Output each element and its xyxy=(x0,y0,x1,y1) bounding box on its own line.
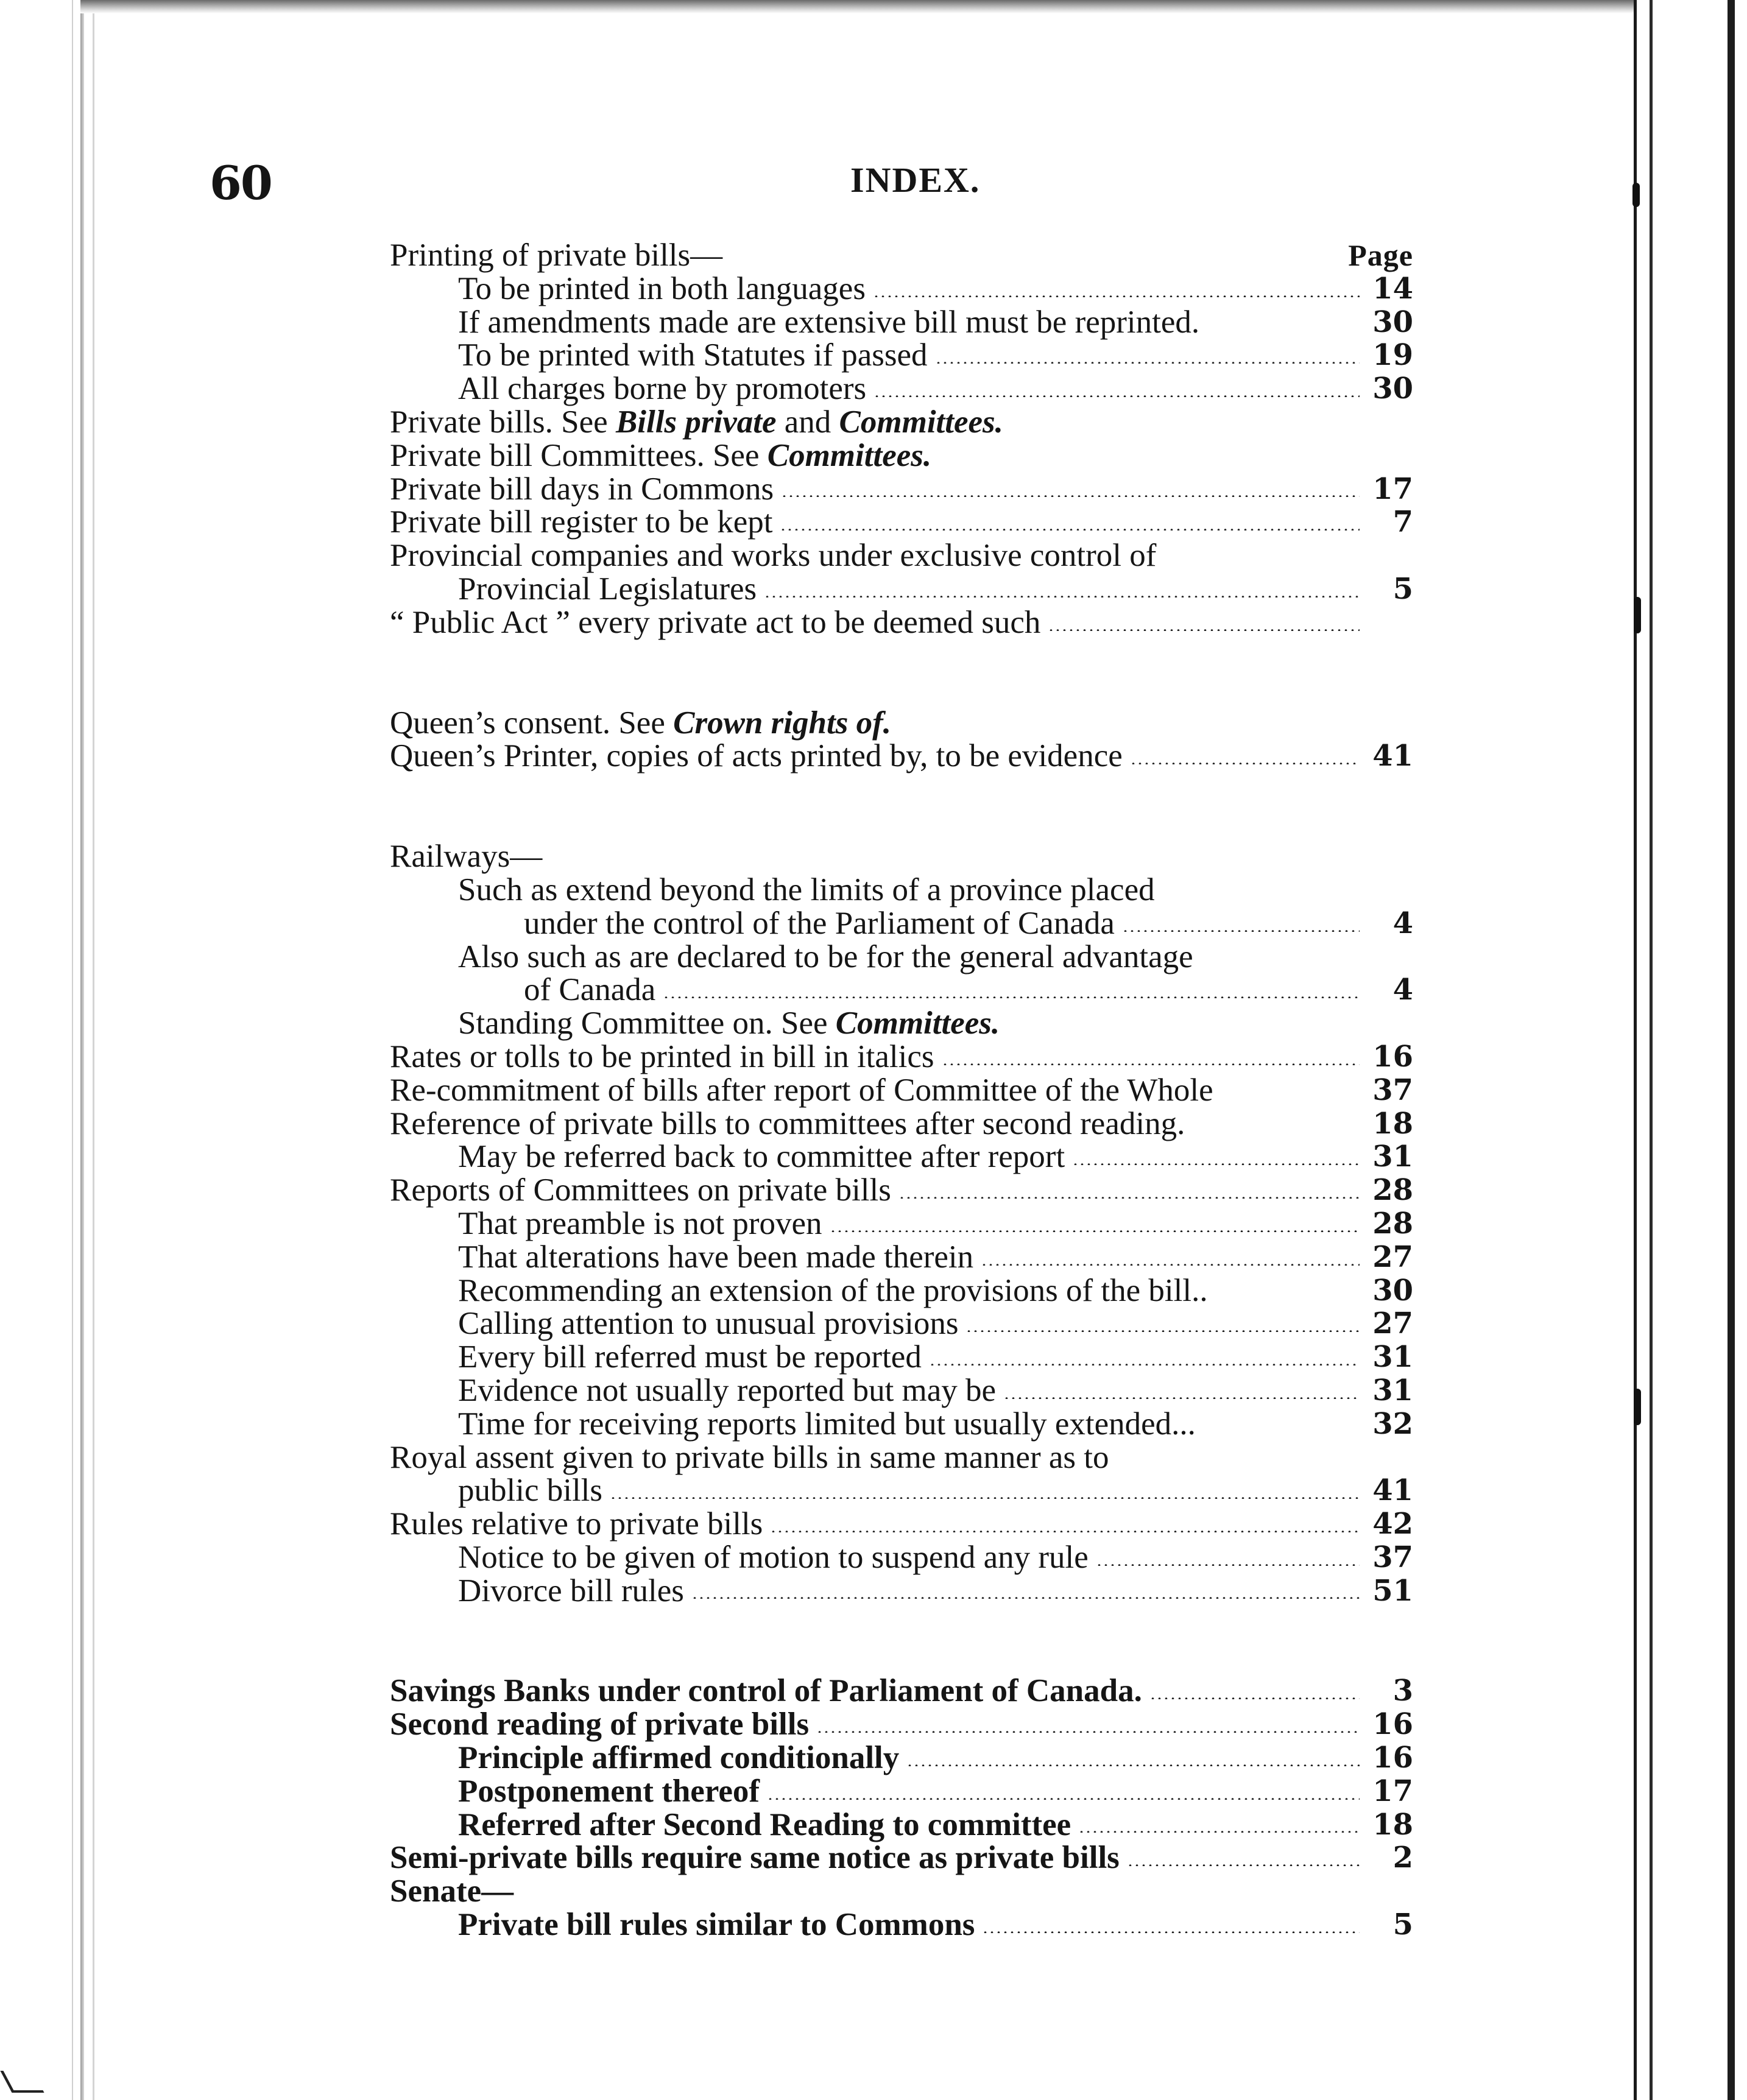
index-entry-text: Reference of private bills to committees after second reading. xyxy=(390,1105,1185,1141)
index-entry-text: Reports of Committees on private bills xyxy=(390,1172,891,1208)
index-entry xyxy=(390,272,1413,306)
index-entry xyxy=(390,940,1413,974)
page-reference: 42 xyxy=(1372,1507,1413,1542)
dot-leader xyxy=(1127,1864,1360,1866)
index-entry-text: Private bills. See Bills private and Committees. xyxy=(390,404,1003,440)
page-reference: 37 xyxy=(1372,1073,1413,1107)
page-reference: 18 xyxy=(1372,1106,1413,1141)
index-entry-text: That preamble is not proven xyxy=(458,1205,822,1241)
dot-leader xyxy=(816,1731,1360,1733)
index-entry xyxy=(390,1307,1413,1341)
page-reference: 5 xyxy=(1392,1908,1413,1942)
index-entry-text: Postponement thereof xyxy=(458,1773,760,1809)
page-reference: 4 xyxy=(1392,973,1413,1007)
index-entry xyxy=(390,406,1413,439)
page-reference: 17 xyxy=(1372,1774,1413,1808)
index-entry xyxy=(390,973,1413,1007)
index-entry xyxy=(390,1808,1413,1842)
index-entry xyxy=(390,840,1413,873)
index-entry xyxy=(390,239,1413,272)
index-entry-text: Semi-private bills require same notice as private bills xyxy=(390,1840,1120,1876)
index-entry xyxy=(390,1207,1413,1241)
index-entry xyxy=(390,539,1413,573)
dot-leader xyxy=(929,1364,1360,1365)
page-reference: 2 xyxy=(1392,1841,1413,1875)
page-reference: 27 xyxy=(1372,1239,1413,1274)
dot-leader xyxy=(1003,1397,1360,1399)
cross-reference: Crown rights of. xyxy=(673,705,891,741)
running-head: INDEX. xyxy=(850,160,981,200)
index-entry xyxy=(390,1140,1413,1174)
index-entry xyxy=(390,439,1413,473)
page-reference: 31 xyxy=(1372,1340,1413,1375)
cross-reference: Bills private xyxy=(615,404,777,440)
index-entry-text: Private bill rules similar to Commons xyxy=(458,1907,975,1943)
dot-leader xyxy=(770,1531,1360,1532)
index-entry-text: Second reading of private bills xyxy=(390,1707,810,1742)
dot-leader xyxy=(982,1931,1360,1933)
index-entry xyxy=(390,706,1413,740)
page-reference: 31 xyxy=(1372,1140,1413,1174)
scan-left-edge-line xyxy=(80,0,84,2100)
index-entry xyxy=(390,1074,1413,1107)
dot-leader xyxy=(1122,930,1360,932)
index-entry-text: Savings Banks under control of Parliament of Canada. xyxy=(390,1673,1142,1709)
page-reference: 19 xyxy=(1372,338,1413,373)
page-column-header: Page xyxy=(1348,238,1413,272)
index-entry-text: Standing Committee on. See Committees. xyxy=(458,1006,1000,1041)
index-entry-text: Provincial companies and works under exclusive control of xyxy=(390,538,1157,574)
index-entry xyxy=(390,1708,1413,1741)
dot-leader xyxy=(691,1597,1360,1599)
index-entry-text: Private bill Committees. See Committees. xyxy=(390,437,932,473)
index-entry xyxy=(390,1408,1413,1441)
index-entry-text: Rules relative to private bills xyxy=(390,1506,763,1542)
page-reference: 32 xyxy=(1372,1406,1413,1441)
index-entry xyxy=(390,1474,1413,1507)
dot-leader xyxy=(781,495,1360,497)
index-entry xyxy=(390,739,1413,773)
dot-leader xyxy=(942,1063,1360,1065)
index-entry xyxy=(390,372,1413,406)
index-entry-text: Such as extend beyond the limits of a province placed xyxy=(458,872,1155,907)
page-reference: 17 xyxy=(1372,471,1413,506)
page-reference: 30 xyxy=(1372,372,1413,406)
index-entry-text: Referred after Second Reading to committee xyxy=(458,1806,1071,1842)
scan-right-edge xyxy=(1634,0,1656,2100)
index-entry xyxy=(390,1441,1413,1475)
index-entry-text: Recommending an extension of the provisions of the bill.. xyxy=(458,1272,1208,1308)
index-entry-text: To be printed in both languages xyxy=(458,270,866,306)
index-entry xyxy=(390,339,1413,372)
page-reference: 51 xyxy=(1372,1573,1413,1608)
index-entry-text: Private bill days in Commons xyxy=(390,471,774,507)
page-reference: 3 xyxy=(1392,1674,1413,1708)
index-entry xyxy=(390,1341,1413,1374)
margin-mark xyxy=(1634,1389,1641,1425)
dot-leader xyxy=(898,1197,1360,1199)
index-entry-text: All charges borne by promoters xyxy=(458,371,867,407)
dot-leader xyxy=(874,395,1360,397)
page-reference: 7 xyxy=(1392,505,1413,540)
index-entry-text: May be referred back to committee after report xyxy=(458,1139,1065,1175)
index-entry xyxy=(390,1107,1413,1141)
index-entry xyxy=(390,1274,1413,1308)
index-entry xyxy=(390,1841,1413,1875)
index-entry-text: Railways— xyxy=(390,839,543,875)
index-entry xyxy=(390,1741,1413,1775)
index-entry-text: of Canada xyxy=(524,972,656,1008)
index-entry xyxy=(390,1875,1413,1908)
page-reference: 16 xyxy=(1372,1039,1413,1074)
page-reference: 5 xyxy=(1392,571,1413,606)
index-entry-text: Also such as are declared to be for the general advantage xyxy=(458,939,1193,974)
index-list xyxy=(390,239,1413,1942)
index-entry xyxy=(390,1174,1413,1207)
page-reference: 41 xyxy=(1372,739,1413,773)
index-entry xyxy=(390,1507,1413,1541)
page-number: 60 xyxy=(210,156,272,210)
page-reference: 16 xyxy=(1372,1741,1413,1775)
index-entry xyxy=(390,1007,1413,1040)
index-entry-text: Divorce bill rules xyxy=(458,1573,684,1608)
index-entry xyxy=(390,606,1413,640)
index-entry-text: Provincial Legislatures xyxy=(458,571,757,607)
dot-leader xyxy=(1130,763,1360,764)
page-reference: 14 xyxy=(1372,271,1413,306)
index-entry-text: Calling attention to unusual provisions xyxy=(458,1306,959,1342)
index-entry-text: Principle affirmed conditionally xyxy=(458,1740,900,1776)
page-reference: 41 xyxy=(1372,1473,1413,1508)
index-entry xyxy=(390,873,1413,907)
index-entry xyxy=(390,473,1413,506)
dot-leader xyxy=(830,1230,1360,1232)
scan-top-edge xyxy=(80,0,1640,13)
index-entry-text: Queen’s Printer, copies of acts printed by, to be evidence xyxy=(390,738,1123,774)
index-entry-text: Notice to be given of motion to suspend any rule xyxy=(458,1539,1089,1575)
page-reference: 28 xyxy=(1372,1173,1413,1208)
cross-reference: Committees. xyxy=(767,437,932,473)
dot-leader xyxy=(965,1330,1360,1332)
index-entry-text: To be printed with Statutes if passed xyxy=(458,337,928,373)
scan-right-outer-edge xyxy=(1728,0,1735,2100)
dot-leader xyxy=(1096,1564,1360,1566)
page-reference: 18 xyxy=(1372,1807,1413,1842)
index-entry-text: public bills xyxy=(458,1473,603,1509)
dot-leader xyxy=(610,1497,1360,1499)
index-entry xyxy=(390,1674,1413,1708)
dot-leader xyxy=(873,295,1360,297)
margin-mark xyxy=(1634,597,1641,633)
page-reference: 30 xyxy=(1372,305,1413,339)
index-spacer xyxy=(390,773,1413,840)
index-entry-text: Printing of private bills— xyxy=(390,238,723,273)
index-entry-text: Queen’s consent. See Crown rights of. xyxy=(390,705,891,741)
scan-left-margin xyxy=(0,0,73,2100)
page-reference: 27 xyxy=(1372,1306,1413,1341)
index-entry xyxy=(390,1775,1413,1808)
index-entry xyxy=(390,1574,1413,1608)
dot-leader xyxy=(767,1798,1360,1800)
index-entry xyxy=(390,1040,1413,1074)
index-entry xyxy=(390,907,1413,940)
index-entry xyxy=(390,1374,1413,1408)
index-entry xyxy=(390,1908,1413,1942)
cross-reference: Committees. xyxy=(839,404,1003,440)
index-entry xyxy=(390,306,1413,339)
index-entry xyxy=(390,1241,1413,1274)
dot-leader xyxy=(906,1764,1360,1766)
margin-mark xyxy=(1632,183,1640,207)
dot-leader xyxy=(764,596,1360,597)
dot-leader xyxy=(981,1264,1360,1266)
index-entry-text: That alterations have been made therein xyxy=(458,1239,974,1275)
index-entry-text: “ Public Act ” every private act to be deemed such xyxy=(390,604,1041,640)
page-reference: 4 xyxy=(1392,906,1413,940)
index-entry-text: Re-commitment of bills after report of Committee of the Whole xyxy=(390,1072,1213,1108)
page-reference: 30 xyxy=(1372,1273,1413,1308)
page-reference: 31 xyxy=(1372,1373,1413,1408)
cross-reference: Committees. xyxy=(835,1006,1000,1041)
index-entry-text: If amendments made are extensive bill must be reprinted. xyxy=(458,304,1200,340)
dot-leader xyxy=(1149,1697,1360,1699)
index-entry-text: Private bill register to be kept xyxy=(390,504,773,540)
index-entry xyxy=(390,506,1413,539)
index-entry-text: Rates or tolls to be printed in bill in italics xyxy=(390,1038,934,1074)
index-entry-text: Royal assent given to private bills in same manner as to xyxy=(390,1439,1109,1475)
dot-leader xyxy=(663,996,1360,998)
dot-leader xyxy=(1048,629,1360,631)
index-entry-text: Evidence not usually reported but may be xyxy=(458,1372,997,1408)
dot-leader xyxy=(1078,1831,1360,1833)
dot-leader xyxy=(1072,1163,1360,1165)
index-entry xyxy=(390,1541,1413,1574)
dot-leader xyxy=(935,362,1360,364)
dot-leader xyxy=(780,529,1360,530)
index-entry-text: Senate— xyxy=(390,1873,514,1909)
index-spacer xyxy=(390,1607,1413,1674)
scan-left-inner-line xyxy=(93,0,94,2100)
page-reference: 37 xyxy=(1372,1540,1413,1574)
index-entry-text: under the control of the Parliament of Canada xyxy=(524,905,1115,941)
index-entry-text: Every bill referred must be reported xyxy=(458,1339,922,1375)
page-reference: 16 xyxy=(1372,1707,1413,1742)
page-reference: 28 xyxy=(1372,1206,1413,1241)
index-spacer xyxy=(390,640,1413,706)
index-entry xyxy=(390,573,1413,606)
index-entry-text: Time for receiving reports limited but usually extended... xyxy=(458,1406,1196,1442)
